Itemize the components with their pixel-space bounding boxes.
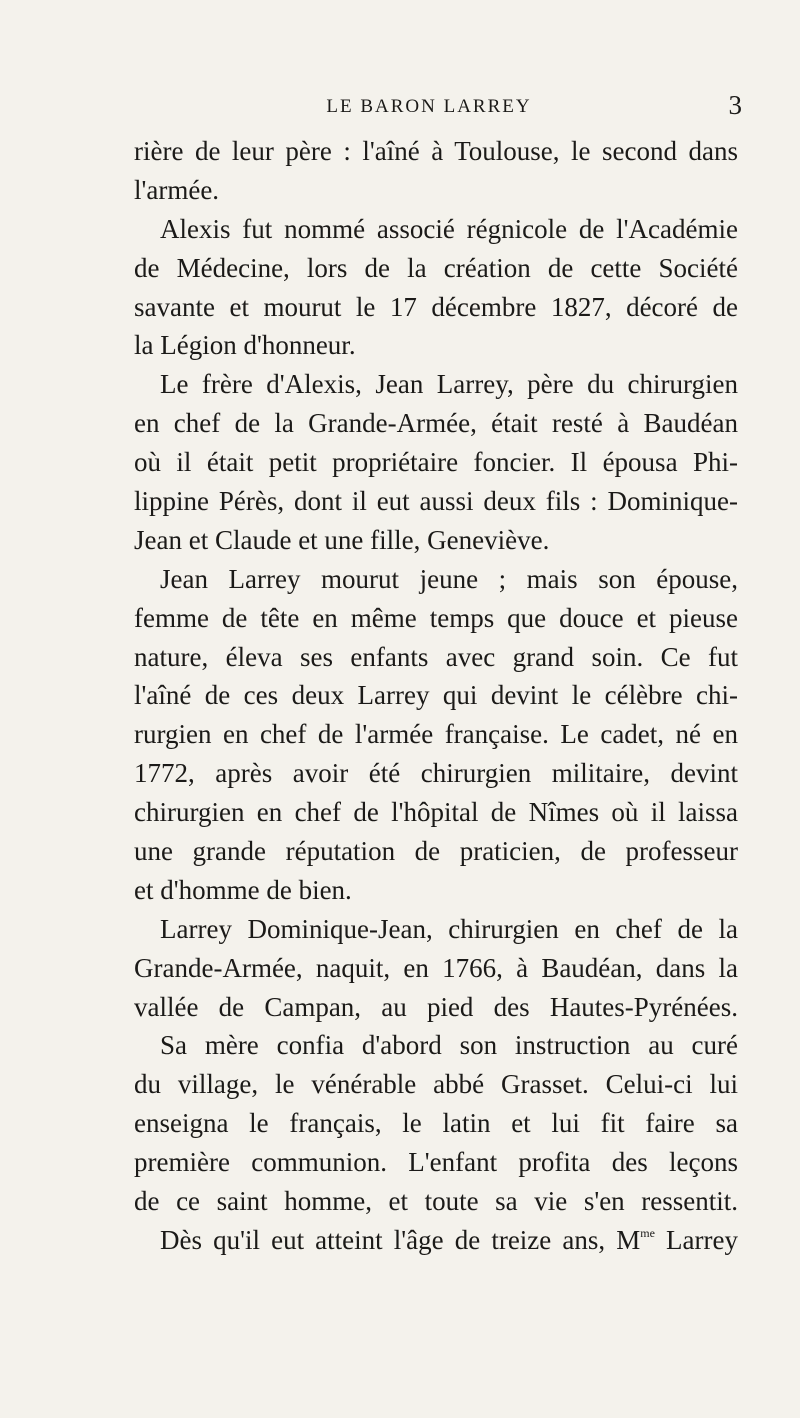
text-line-final — [134, 1221, 738, 1260]
text-line: rière de leur père : l'aîné à Toulouse, le second dans — [134, 136, 738, 166]
text-line: la Légion d'honneur. — [134, 330, 356, 361]
text-line: Larrey Dominique-Jean, chirurgien en chef de la — [160, 913, 738, 944]
text-line: lippine Pérès, dont il eut aussi deux fils : Dominique- — [134, 486, 738, 517]
final-line-start: Dès qu'il eut atteint l'âge de treize ans, M — [160, 1224, 641, 1255]
text-line: où il était petit propriétaire foncier. Il épousa Phi- — [134, 447, 738, 478]
text-line: Jean Larrey mourut jeune ; mais son épouse, — [160, 563, 738, 594]
final-line-end: Larrey — [654, 1224, 738, 1255]
text-line: du village, le vénérable abbé Grasset. Celui-ci lui — [134, 1069, 738, 1100]
running-head — [134, 90, 742, 122]
final-line-superscript: me — [640, 1225, 655, 1240]
text-line: 1772, après avoir été chirurgien militaire, devint — [134, 758, 738, 789]
page-number: 3 — [728, 90, 742, 120]
text-line: et d'homme de bien. — [134, 874, 352, 905]
text-line: l'aîné de ces deux Larrey qui devint le célèbre chi- — [134, 680, 738, 711]
text-line: de ce saint homme, et toute sa vie s'en ressentit. — [134, 1186, 738, 1217]
text-line: vallée de Campan, au pied des Hautes-Pyrénées. — [134, 991, 738, 1022]
text-line: de Médecine, lors de la création de cette Société — [134, 252, 738, 283]
text-line: savante et mourut le 17 décembre 1827, décoré de — [134, 291, 738, 322]
text-line: femme de tête en même temps que douce et pieuse — [134, 602, 738, 633]
text-line: en chef de la Grande-Armée, était resté à Baudéan — [134, 408, 738, 439]
running-title: LE BARON LARREY — [326, 96, 532, 117]
text-line: une grande réputation de praticien, de professeur — [134, 836, 738, 867]
text-line: Le frère d'Alexis, Jean Larrey, père du chirurgien — [160, 369, 738, 400]
body-text — [134, 132, 738, 1260]
text-line: Jean et Claude et une fille, Geneviève. — [134, 524, 550, 555]
text-line: Sa mère confia d'abord son instruction au curé — [160, 1030, 738, 1061]
text-line: nature, éleva ses enfants avec grand soin. Ce fut — [134, 641, 738, 672]
text-line: première communion. L'enfant profita des leçons — [134, 1147, 738, 1178]
text-line: chirurgien en chef de l'hôpital de Nîmes où il laissa — [134, 797, 738, 828]
text-line: rurgien en chef de l'armée française. Le cadet, né en — [134, 719, 738, 750]
text-line: Grande-Armée, naquit, en 1766, à Baudéan, dans la — [134, 952, 738, 983]
text-line: Alexis fut nommé associé régnicole de l'Académie — [160, 213, 738, 244]
text-line: enseigna le français, le latin et lui fit faire sa — [134, 1108, 738, 1139]
text-line: l'armée. — [134, 174, 220, 205]
